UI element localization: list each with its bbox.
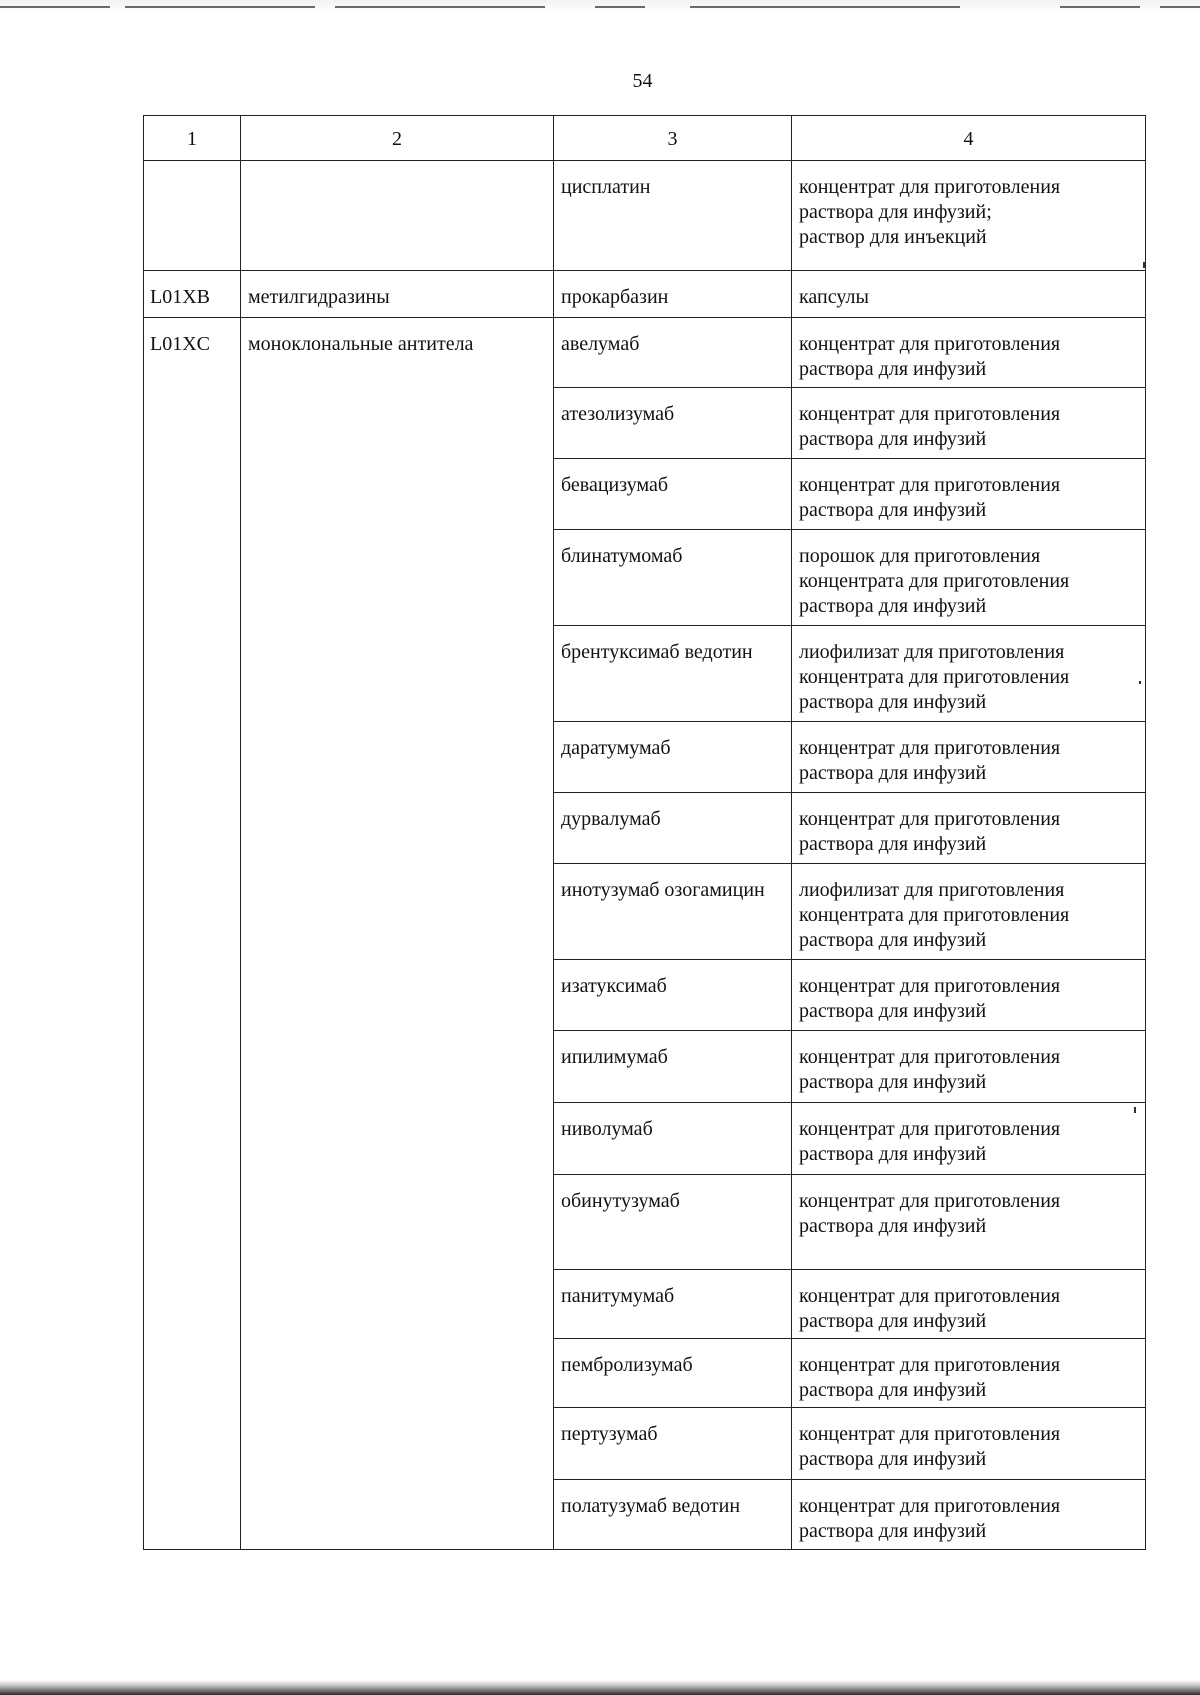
scan-artifact [335, 6, 545, 8]
atc-code-cell [144, 722, 241, 793]
group-cell [241, 459, 554, 530]
scan-speck [1139, 681, 1141, 684]
atc-code-cell [144, 1339, 241, 1408]
table-row [144, 864, 1146, 960]
table-row [144, 1408, 1146, 1480]
scan-artifact [125, 6, 315, 8]
drug-name-cell: блинатумомаб [554, 530, 792, 626]
atc-code-cell [144, 1270, 241, 1339]
scan-speck [1134, 1107, 1136, 1113]
scan-artifact [1160, 6, 1200, 8]
dosage-form-cell: концентрат для приготовления раствора для инфузий [792, 722, 1146, 793]
dosage-form-cell: лиофилизат для приготовления концентрата для приготовления раствора для инфузий [792, 864, 1146, 960]
drug-name-cell: пертузумаб [554, 1408, 792, 1480]
atc-code-cell [144, 793, 241, 864]
group-cell [241, 864, 554, 960]
dosage-form-cell: концентрат для приготовления раствора для инфузий [792, 459, 1146, 530]
dosage-form-cell: лиофилизат для приготовления концентрата для приготовления раствора для инфузий [792, 626, 1146, 722]
group-cell [241, 530, 554, 626]
group-cell [241, 1270, 554, 1339]
drug-name-cell: ипилимумаб [554, 1031, 792, 1103]
table-row [144, 1270, 1146, 1339]
table-row [144, 626, 1146, 722]
table-row [144, 1175, 1146, 1270]
atc-code-cell: L01XC [144, 318, 241, 388]
atc-code-cell [144, 388, 241, 459]
table-row [144, 722, 1146, 793]
group-cell [241, 1175, 554, 1270]
drug-name-cell: атезолизумаб [554, 388, 792, 459]
dosage-form-cell: концентрат для приготовления раствора для инфузий [792, 318, 1146, 388]
table-row [144, 1339, 1146, 1408]
drug-name-cell: цисплатин [554, 161, 792, 271]
dosage-form-cell: концентрат для приготовления раствора для инфузий [792, 1480, 1146, 1550]
atc-code-cell [144, 161, 241, 271]
table-row [144, 960, 1146, 1031]
dosage-form-cell: порошок для приготовления концентрата для приготовления раствора для инфузий [792, 530, 1146, 626]
column-header: 1 [144, 116, 241, 161]
scan-speck [1143, 262, 1145, 268]
atc-code-cell [144, 1103, 241, 1175]
table-row [144, 793, 1146, 864]
group-cell [241, 388, 554, 459]
dosage-form-cell: концентрат для приготовления раствора для инфузий [792, 388, 1146, 459]
atc-code-cell [144, 1031, 241, 1103]
dosage-form-cell: концентрат для приготовления раствора для инфузий [792, 1408, 1146, 1480]
dosage-form-cell: концентрат для приготовления раствора для инфузий [792, 1103, 1146, 1175]
atc-code-cell [144, 1408, 241, 1480]
drug-name-cell: изатуксимаб [554, 960, 792, 1031]
scan-artifact [690, 6, 960, 8]
drug-name-cell: даратумумаб [554, 722, 792, 793]
table-row [144, 161, 1146, 271]
scan-artifact [595, 6, 645, 8]
drug-name-cell: инотузумаб озогамицин [554, 864, 792, 960]
scan-edge-top [0, 0, 1200, 14]
dosage-form-cell: концентрат для приготовления раствора для инфузий [792, 793, 1146, 864]
dosage-form-cell: концентрат для приготовления раствора для инфузий [792, 1270, 1146, 1339]
drug-name-cell: прокарбазин [554, 271, 792, 318]
drug-name-cell: дурвалумаб [554, 793, 792, 864]
atc-code-cell [144, 1480, 241, 1550]
drug-name-cell: обинутузумаб [554, 1175, 792, 1270]
dosage-form-cell: концентрат для приготовления раствора для инфузий; раствор для инъекций [792, 161, 1146, 271]
table-header-row [144, 116, 1146, 161]
table-row [144, 388, 1146, 459]
atc-code-cell [144, 1175, 241, 1270]
group-cell [241, 1031, 554, 1103]
group-cell [241, 1480, 554, 1550]
column-header: 2 [241, 116, 554, 161]
scan-artifact [0, 6, 110, 8]
atc-code-cell [144, 530, 241, 626]
table-row [144, 459, 1146, 530]
table-row [144, 1480, 1146, 1550]
dosage-form-cell: концентрат для приготовления раствора для инфузий [792, 1175, 1146, 1270]
group-cell [241, 722, 554, 793]
atc-code-cell [144, 864, 241, 960]
table-row [144, 271, 1146, 318]
group-cell [241, 960, 554, 1031]
scan-artifact [1060, 6, 1140, 8]
scan-edge-bottom [0, 1680, 1200, 1695]
drug-name-cell: брентуксимаб ведотин [554, 626, 792, 722]
dosage-form-cell: концентрат для приготовления раствора для инфузий [792, 1339, 1146, 1408]
drug-name-cell: авелумаб [554, 318, 792, 388]
page-number: 54 [632, 70, 653, 92]
dosage-form-cell: капсулы [792, 271, 1146, 318]
group-cell [241, 161, 554, 271]
atc-code-cell [144, 960, 241, 1031]
group-cell [241, 1339, 554, 1408]
table-row [144, 1031, 1146, 1103]
table-row [144, 530, 1146, 626]
group-cell [241, 626, 554, 722]
drug-name-cell: ниволумаб [554, 1103, 792, 1175]
table-row [144, 1103, 1146, 1175]
atc-code-cell [144, 626, 241, 722]
table-row [144, 318, 1146, 388]
column-header: 3 [554, 116, 792, 161]
medication-table [143, 115, 1146, 1550]
atc-code-cell: L01XB [144, 271, 241, 318]
column-header: 4 [792, 116, 1146, 161]
atc-code-cell [144, 459, 241, 530]
drug-name-cell: панитумумаб [554, 1270, 792, 1339]
dosage-form-cell: концентрат для приготовления раствора для инфузий [792, 960, 1146, 1031]
group-cell: метилгидразины [241, 271, 554, 318]
dosage-form-cell: концентрат для приготовления раствора для инфузий [792, 1031, 1146, 1103]
drug-name-cell: пембролизумаб [554, 1339, 792, 1408]
drug-name-cell: полатузумаб ведотин [554, 1480, 792, 1550]
group-cell: моноклональные антитела [241, 318, 554, 388]
group-cell [241, 1408, 554, 1480]
drug-name-cell: бевацизумаб [554, 459, 792, 530]
group-cell [241, 793, 554, 864]
group-cell [241, 1103, 554, 1175]
